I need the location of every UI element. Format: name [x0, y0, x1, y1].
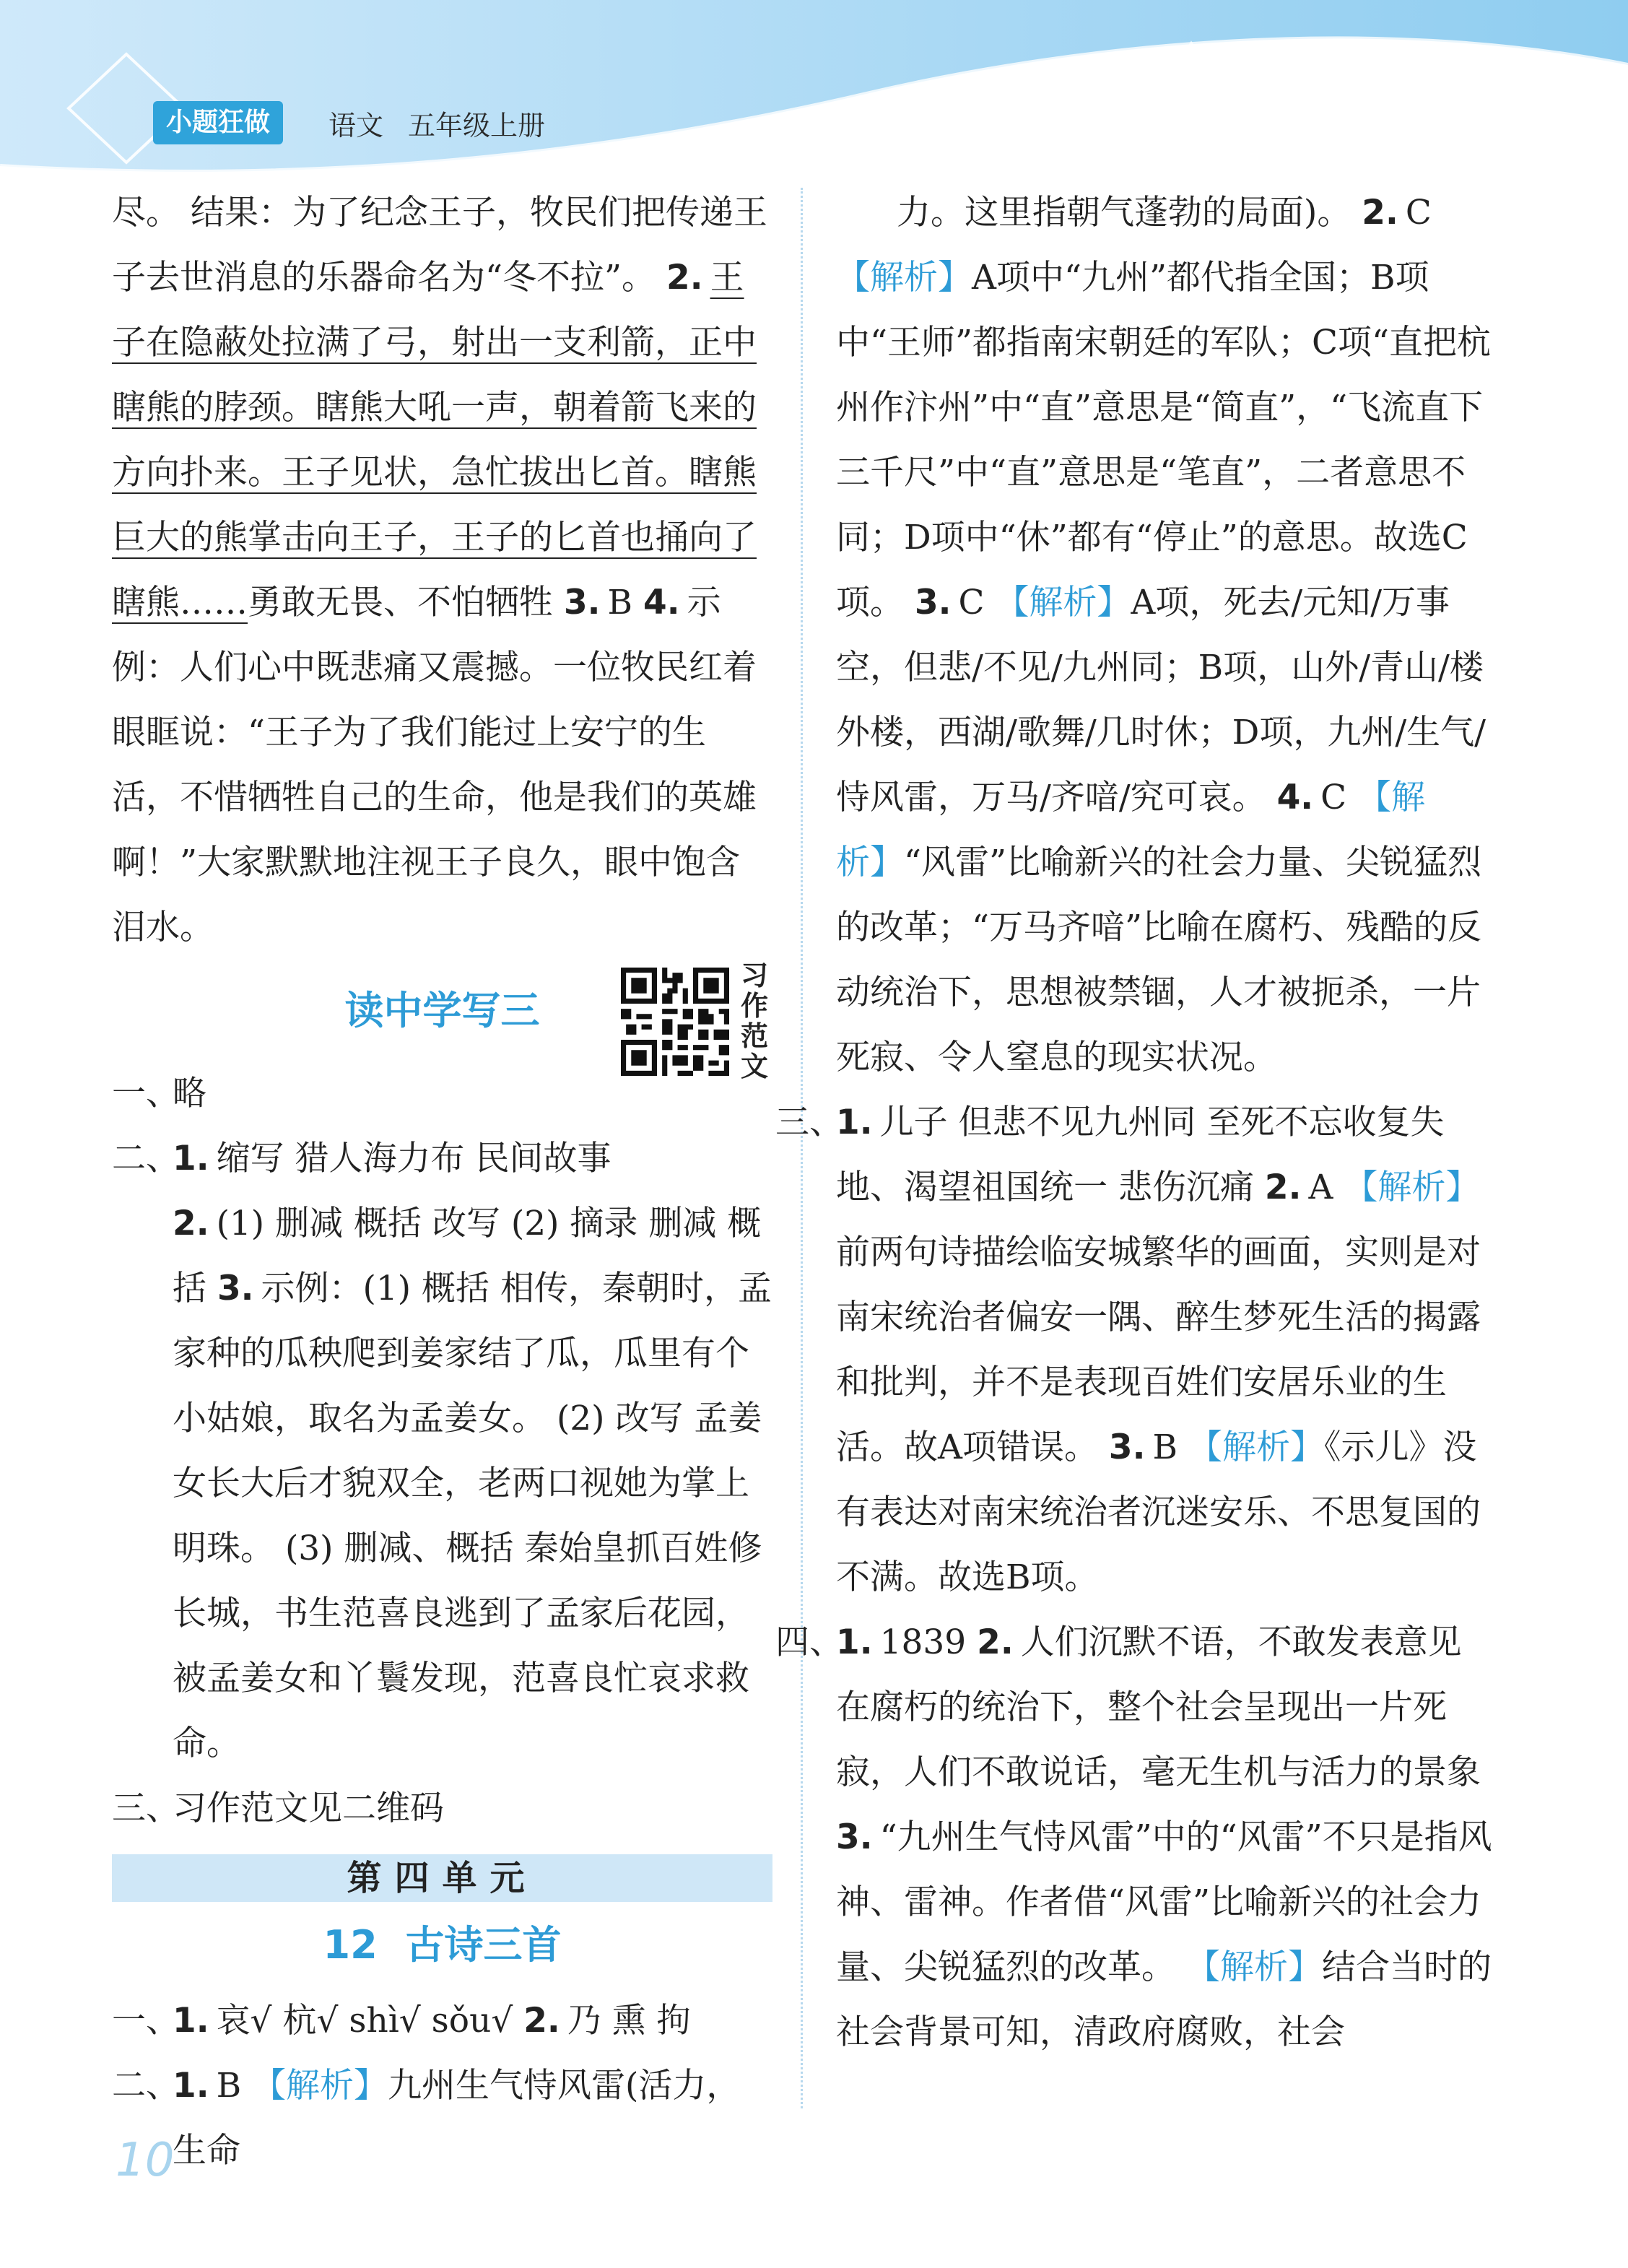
page-number: 10 — [116, 2134, 175, 2187]
subject-label: 语文 — [328, 110, 384, 142]
qr-code-icon[interactable] — [621, 968, 729, 1076]
analysis-tag: 【解析】 — [1188, 1428, 1324, 1467]
grade-label: 五年级上册 — [408, 110, 546, 142]
analysis-tag: 【解析】 — [252, 2066, 388, 2106]
analysis-tag: 【解析】 — [995, 583, 1131, 622]
list-item: 四、1. 1839 2. 人们沉默不语，不敢发表意见 在腐朽的统治下，整个社会呈现出一片死寂，人们不敢说话，毫无生机与活力的景象 3. “九州生气恃风雷”中的“风雷”不只是指风神、雷神。作者借“风雷”比喻新兴的社会力量、尖锐猛烈的改革。 【解析】结合当时的社会背景可知，清政府腐败，社会 — [775, 1622, 1492, 2052]
book-title — [328, 103, 570, 143]
lesson-title: 12 古诗三首 — [323, 1922, 562, 1968]
analysis-tag: 【解析】 — [836, 778, 1426, 882]
answer-paragraph: 力。这里指朝气蓬勃的局面)。 2. C 【解析】A项中“九州”都代指全国；B项中“王师”都指南宋朝廷的军队；C项“直把杭州作汴州”中“直”意思是“简直”，“飞流直下三千尺”中“直”意思是“笔直”，二者意思不同；D项中“休”都有“停止”的意思。故选C项。 3. C 【解析】A项，死去/元知/万事空，但悲/不见/九州同；B项，山外/青山/楼外楼，西湖/歌舞/几时休；D项，九州/生气/恃风雷，万马/齐喑/究可哀。 4. C 【解析】“风雷”比喻新兴的社会力量、尖锐猛烈的改革；“万马齐喑”比喻在腐朽、残酷的反动统治下，思想被禁锢，人才被扼杀，一片死寂、令人窒息的现实状况。 — [836, 193, 1492, 1077]
list-item: 二、1. 缩写 猎人海力布 民间故事 — [112, 1139, 611, 1178]
analysis-tag: 【解析】 — [1344, 1168, 1480, 1207]
series-badge: 小题狂做 — [153, 101, 283, 144]
left-column — [112, 181, 772, 2184]
qr-label: 习作范文 — [740, 960, 768, 1082]
section-title: 读中学写三 习作范文 — [112, 960, 772, 1061]
list-item: 三、1. 儿子 但悲不见九州同 至死不忘收复失地、渴望祖国统一 悲伤沉痛 2. A 【解析】前两句诗描绘临安城繁华的画面，实则是对南宋统治者偏安一隅、醉生梦死生活的揭露和批判，并不是表现百姓们安居乐业的生活。故A项错误。 3. B 【解析】《示儿》没有表达对南宋统治者沉迷安乐、不思复国的不满。故选B项。 — [775, 1103, 1481, 1597]
list-item: 2. (1) 删减 概括 改写 (2) 摘录 删减 概括 3. 示例：(1) 概括 相传，秦朝时，孟家种的瓜秧爬到姜家结了瓜，瓜里有个小姑娘，取名为孟姜女。 (2) 改写 孟姜女长大后才貌双全，老两口视她为掌上明珠。 (3) 删减、概括 秦始皇抓百姓修长城，书生范喜良逃到了孟家后花园，被孟姜女和丫鬟发现，范喜良忙哀求救命。 — [173, 1204, 772, 1763]
list-item: 一、略 — [112, 1074, 206, 1113]
underlined-answer: 王子在隐蔽处拉满了弓，射出一支利箭，正中瞎熊的脖颈。瞎熊大吼一声，朝着箭飞来的方向扑来。王子见状，急忙拔出匕首。瞎熊巨大的熊掌击向王子，王子的匕首也捅向了瞎熊…… — [112, 258, 757, 622]
analysis-tag: 【解析】 — [836, 258, 972, 297]
list-item: 二、1. B 【解析】九州生气恃风雷(活力，生命 — [112, 2066, 741, 2171]
unit-title: 第四单元 — [112, 1854, 772, 1902]
list-item: 一、1. 哀√ 杭√ shì√ sǒu√ 2. 乃 熏 拘 — [112, 2001, 691, 2041]
list-item: 三、习作范文见二维码 — [112, 1789, 444, 1828]
analysis-tag: 【解析】 — [1185, 1947, 1322, 1987]
right-column — [775, 181, 1494, 2065]
answer-paragraph: 尽。 结果：为了纪念王子，牧民们把传递王子去世消息的乐器命名为“冬不拉”。 2. 王子在隐蔽处拉满了弓，射出一支利箭，正中瞎熊的脖颈。瞎熊大吼一声，朝着箭飞来的方向扑来。王子见状，急忙拔出匕首。瞎熊巨大的熊掌击向王子，王子的匕首也捅向了瞎熊……勇敢无畏、不怕牺牲 3. B 4. 示例：人们心中既悲痛又震撼。一位牧民红着眼眶说：“王子为了我们能过上安宁的生活，不惜牺牲自己的生命，他是我们的英雄啊！”大家默默地注视王子良久，眼中饱含泪水。 — [112, 193, 767, 947]
